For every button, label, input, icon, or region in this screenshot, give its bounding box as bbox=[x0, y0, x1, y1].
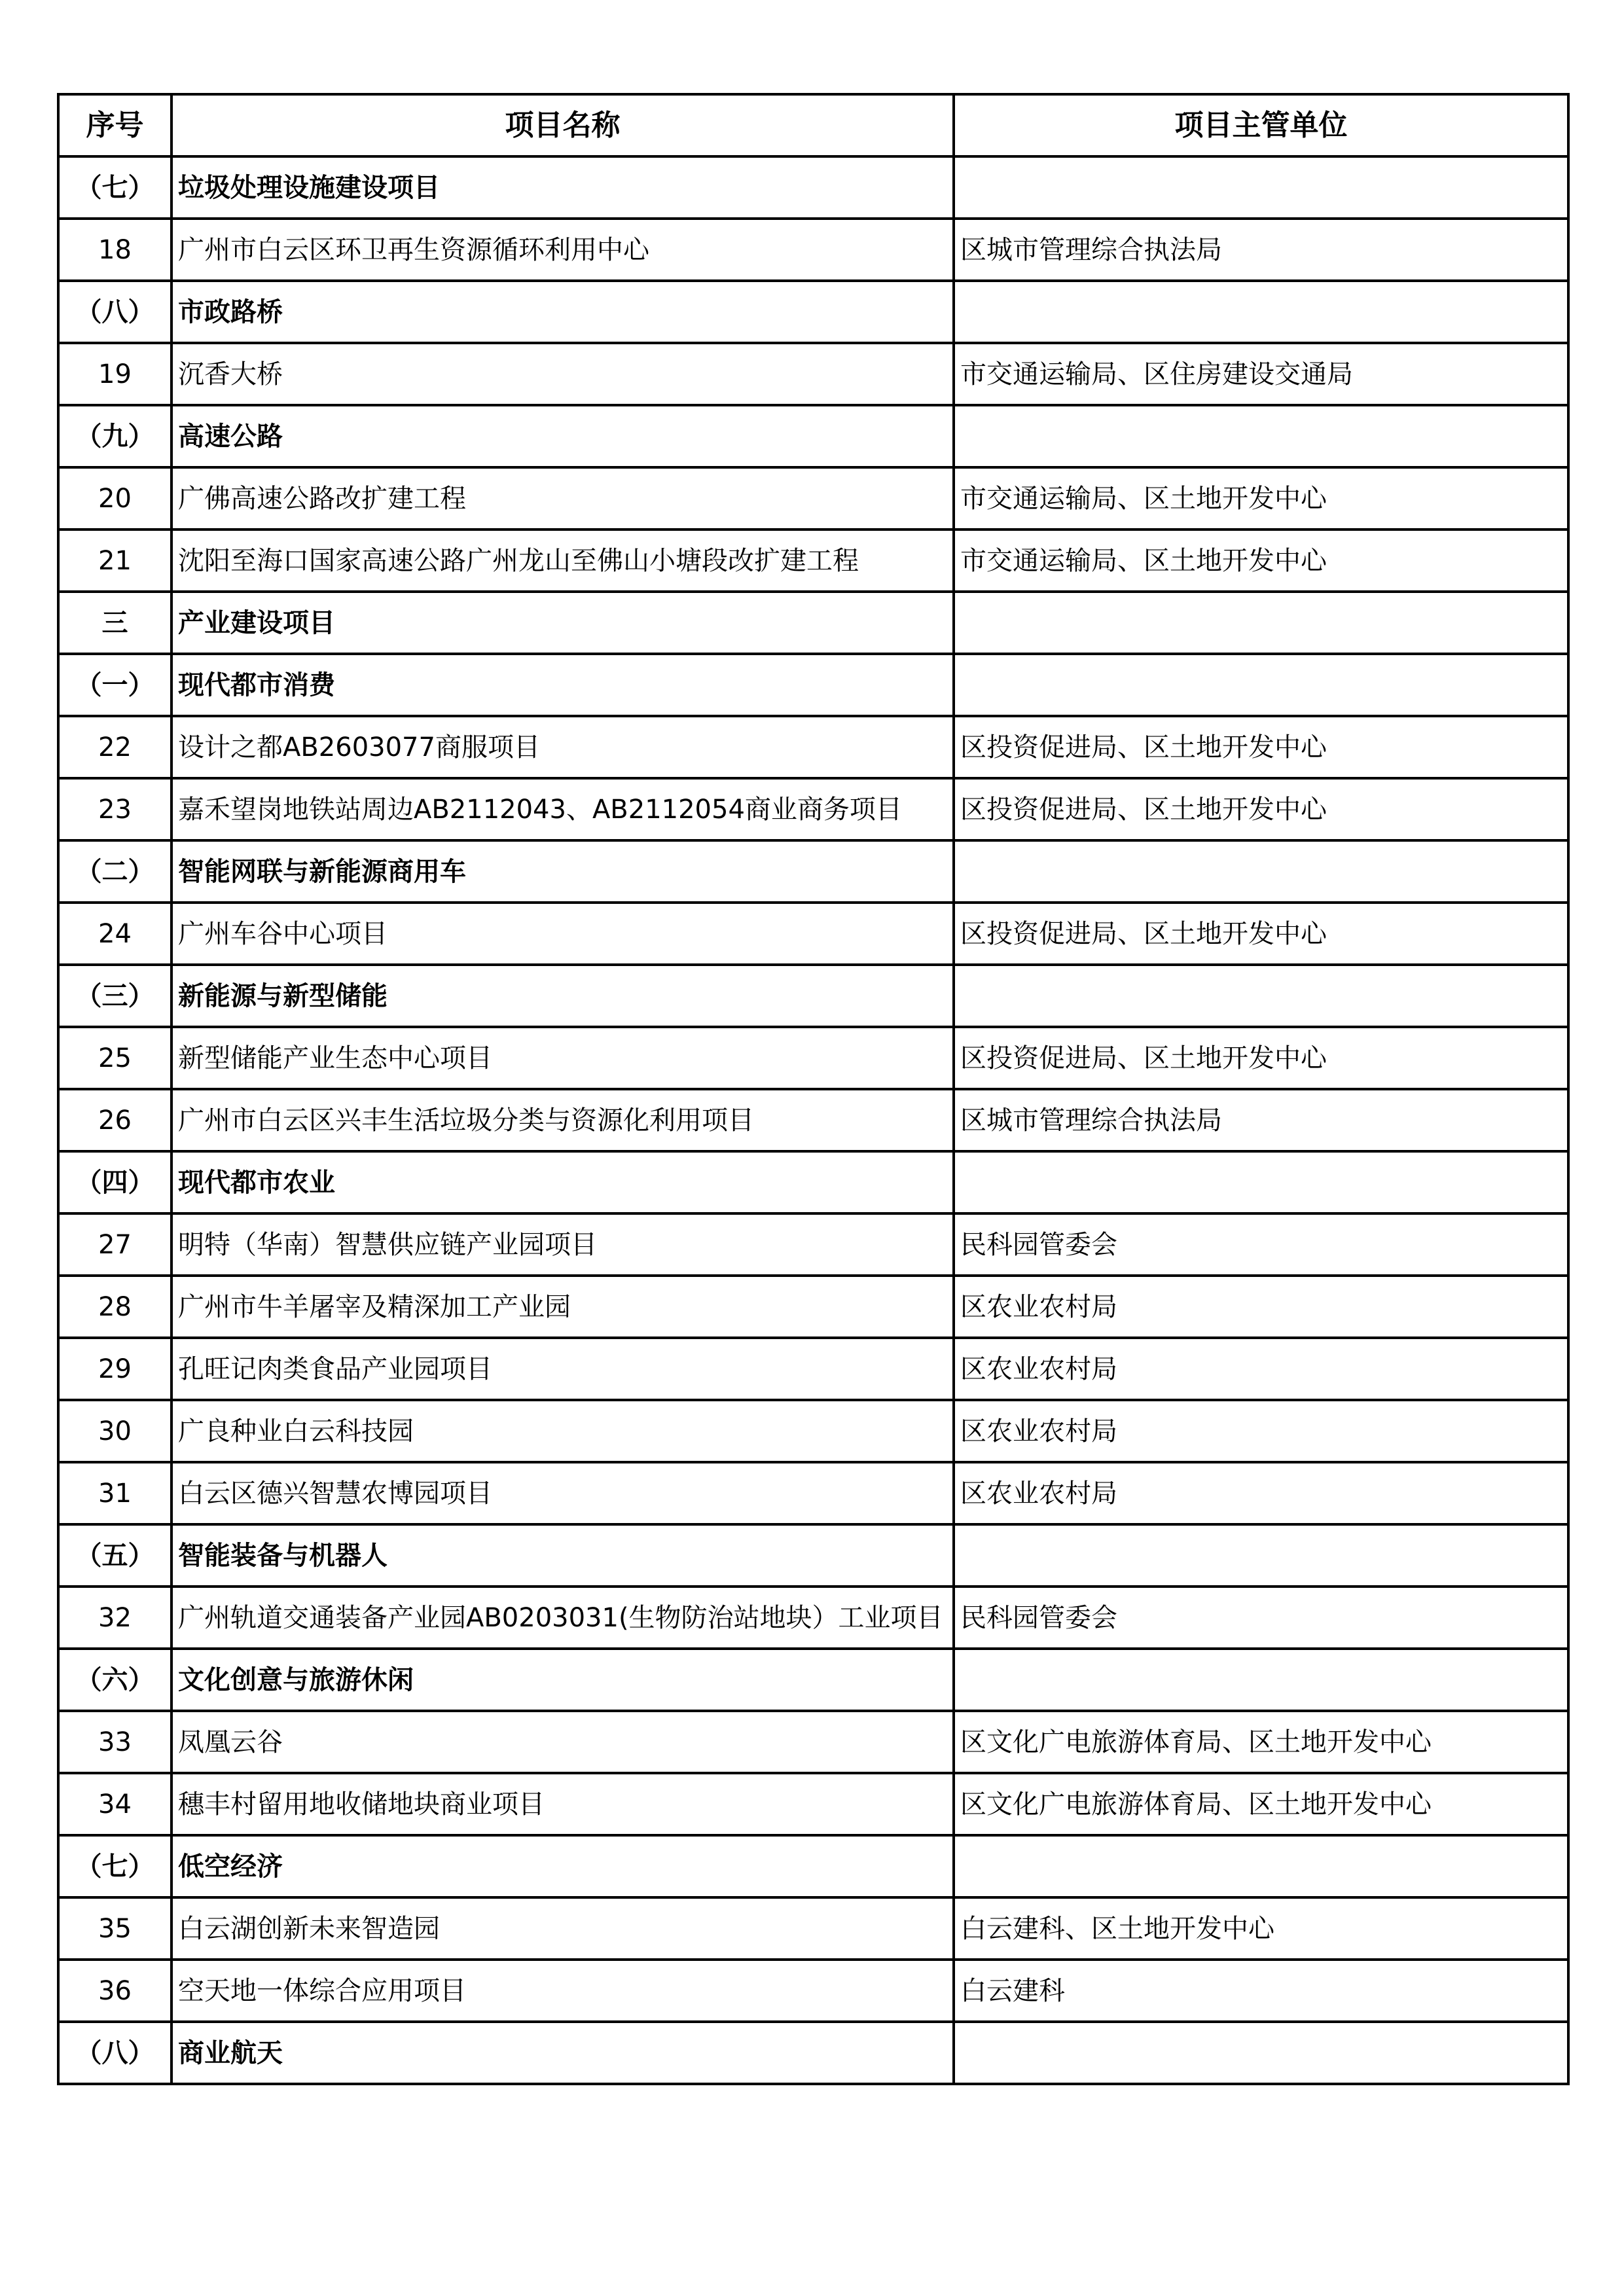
cell-project-name: 产业建设项目 bbox=[171, 592, 954, 654]
cell-seq: 36 bbox=[58, 1960, 171, 2022]
cell-department: 市交通运输局、区住房建设交通局 bbox=[954, 343, 1568, 405]
cell-department bbox=[954, 1524, 1568, 1587]
cell-seq: （九） bbox=[58, 405, 171, 467]
section-row bbox=[58, 281, 1568, 343]
cell-department bbox=[954, 281, 1568, 343]
table-row bbox=[58, 903, 1568, 965]
cell-department bbox=[954, 1835, 1568, 1897]
cell-project-name: 白云区德兴智慧农博园项目 bbox=[171, 1462, 954, 1524]
cell-seq: （二） bbox=[58, 840, 171, 903]
section-row bbox=[58, 2022, 1568, 2084]
cell-project-name: 文化创意与旅游休闲 bbox=[171, 1649, 954, 1711]
cell-project-name: 低空经济 bbox=[171, 1835, 954, 1897]
cell-seq: 18 bbox=[58, 219, 171, 281]
cell-seq: 33 bbox=[58, 1711, 171, 1773]
cell-project-name: 凤凰云谷 bbox=[171, 1711, 954, 1773]
cell-department bbox=[954, 405, 1568, 467]
section-row bbox=[58, 156, 1568, 219]
cell-seq: 22 bbox=[58, 716, 171, 778]
cell-seq: （八） bbox=[58, 281, 171, 343]
cell-seq: 26 bbox=[58, 1089, 171, 1151]
table-row bbox=[58, 467, 1568, 529]
cell-department: 民科园管委会 bbox=[954, 1213, 1568, 1276]
table-row bbox=[58, 1587, 1568, 1649]
cell-department bbox=[954, 156, 1568, 219]
header-dept: 项目主管单位 bbox=[954, 94, 1568, 156]
cell-department bbox=[954, 2022, 1568, 2084]
cell-department bbox=[954, 1649, 1568, 1711]
cell-department: 区农业农村局 bbox=[954, 1276, 1568, 1338]
table-row bbox=[58, 716, 1568, 778]
cell-project-name: 广州市牛羊屠宰及精深加工产业园 bbox=[171, 1276, 954, 1338]
table-row bbox=[58, 1338, 1568, 1400]
cell-project-name: 新能源与新型储能 bbox=[171, 965, 954, 1027]
cell-project-name: 广州市白云区环卫再生资源循环利用中心 bbox=[171, 219, 954, 281]
cell-department: 区文化广电旅游体育局、区土地开发中心 bbox=[954, 1711, 1568, 1773]
header-seq: 序号 bbox=[58, 94, 171, 156]
header-name: 项目名称 bbox=[171, 94, 954, 156]
table-row bbox=[58, 1462, 1568, 1524]
section-row bbox=[58, 965, 1568, 1027]
cell-project-name: 白云湖创新未来智造园 bbox=[171, 1897, 954, 1960]
cell-department: 区城市管理综合执法局 bbox=[954, 219, 1568, 281]
section-row bbox=[58, 405, 1568, 467]
cell-department bbox=[954, 1151, 1568, 1213]
table-header-row bbox=[58, 94, 1568, 156]
section-row bbox=[58, 1524, 1568, 1587]
cell-project-name: 广佛高速公路改扩建工程 bbox=[171, 467, 954, 529]
cell-project-name: 商业航天 bbox=[171, 2022, 954, 2084]
table-row bbox=[58, 1897, 1568, 1960]
cell-department: 区农业农村局 bbox=[954, 1400, 1568, 1462]
cell-seq: 20 bbox=[58, 467, 171, 529]
cell-seq: 34 bbox=[58, 1773, 171, 1835]
cell-seq: （四） bbox=[58, 1151, 171, 1213]
cell-department bbox=[954, 965, 1568, 1027]
cell-seq: （七） bbox=[58, 156, 171, 219]
cell-department bbox=[954, 654, 1568, 716]
cell-project-name: 空天地一体综合应用项目 bbox=[171, 1960, 954, 2022]
cell-department bbox=[954, 840, 1568, 903]
cell-seq: （五） bbox=[58, 1524, 171, 1587]
cell-project-name: 沉香大桥 bbox=[171, 343, 954, 405]
table-row bbox=[58, 529, 1568, 592]
cell-department: 区投资促进局、区土地开发中心 bbox=[954, 1027, 1568, 1089]
cell-project-name: 广州市白云区兴丰生活垃圾分类与资源化利用项目 bbox=[171, 1089, 954, 1151]
cell-department: 区投资促进局、区土地开发中心 bbox=[954, 903, 1568, 965]
cell-department: 民科园管委会 bbox=[954, 1587, 1568, 1649]
cell-seq: 35 bbox=[58, 1897, 171, 1960]
cell-seq: （八） bbox=[58, 2022, 171, 2084]
project-table-page bbox=[57, 93, 1567, 2085]
table-row bbox=[58, 343, 1568, 405]
cell-department: 白云建科、区土地开发中心 bbox=[954, 1897, 1568, 1960]
cell-project-name: 广州车谷中心项目 bbox=[171, 903, 954, 965]
cell-seq: 28 bbox=[58, 1276, 171, 1338]
cell-department: 区城市管理综合执法局 bbox=[954, 1089, 1568, 1151]
cell-seq: （六） bbox=[58, 1649, 171, 1711]
cell-department: 区文化广电旅游体育局、区土地开发中心 bbox=[954, 1773, 1568, 1835]
cell-department: 区农业农村局 bbox=[954, 1462, 1568, 1524]
cell-project-name: 广良种业白云科技园 bbox=[171, 1400, 954, 1462]
cell-project-name: 沈阳至海口国家高速公路广州龙山至佛山小塘段改扩建工程 bbox=[171, 529, 954, 592]
cell-project-name: 智能网联与新能源商用车 bbox=[171, 840, 954, 903]
cell-project-name: 设计之都AB2603077商服项目 bbox=[171, 716, 954, 778]
cell-seq: 24 bbox=[58, 903, 171, 965]
cell-seq: （一） bbox=[58, 654, 171, 716]
cell-seq: 21 bbox=[58, 529, 171, 592]
section-row bbox=[58, 592, 1568, 654]
cell-project-name: 明特（华南）智慧供应链产业园项目 bbox=[171, 1213, 954, 1276]
cell-department: 区投资促进局、区土地开发中心 bbox=[954, 778, 1568, 840]
section-row bbox=[58, 1649, 1568, 1711]
cell-seq: （三） bbox=[58, 965, 171, 1027]
table-row bbox=[58, 778, 1568, 840]
cell-project-name: 新型储能产业生态中心项目 bbox=[171, 1027, 954, 1089]
cell-project-name: 广州轨道交通装备产业园AB0203031(生物防治站地块）工业项目 bbox=[171, 1587, 954, 1649]
table-body bbox=[58, 156, 1568, 2084]
section-row bbox=[58, 1835, 1568, 1897]
cell-department: 市交通运输局、区土地开发中心 bbox=[954, 529, 1568, 592]
cell-project-name: 嘉禾望岗地铁站周边AB2112043、AB2112054商业商务项目 bbox=[171, 778, 954, 840]
cell-project-name: 现代都市农业 bbox=[171, 1151, 954, 1213]
table-row bbox=[58, 1400, 1568, 1462]
cell-seq: 23 bbox=[58, 778, 171, 840]
cell-seq: 31 bbox=[58, 1462, 171, 1524]
table-row bbox=[58, 1213, 1568, 1276]
cell-seq: 25 bbox=[58, 1027, 171, 1089]
cell-seq: 三 bbox=[58, 592, 171, 654]
section-row bbox=[58, 840, 1568, 903]
table-row bbox=[58, 1711, 1568, 1773]
section-row bbox=[58, 654, 1568, 716]
cell-department: 区投资促进局、区土地开发中心 bbox=[954, 716, 1568, 778]
cell-seq: （七） bbox=[58, 1835, 171, 1897]
cell-department: 白云建科 bbox=[954, 1960, 1568, 2022]
cell-seq: 29 bbox=[58, 1338, 171, 1400]
table-row bbox=[58, 219, 1568, 281]
cell-project-name: 现代都市消费 bbox=[171, 654, 954, 716]
cell-department: 区农业农村局 bbox=[954, 1338, 1568, 1400]
cell-seq: 32 bbox=[58, 1587, 171, 1649]
cell-project-name: 智能装备与机器人 bbox=[171, 1524, 954, 1587]
cell-seq: 19 bbox=[58, 343, 171, 405]
cell-project-name: 孔旺记肉类食品产业园项目 bbox=[171, 1338, 954, 1400]
table-row bbox=[58, 1089, 1568, 1151]
cell-project-name: 市政路桥 bbox=[171, 281, 954, 343]
cell-seq: 30 bbox=[58, 1400, 171, 1462]
cell-project-name: 垃圾处理设施建设项目 bbox=[171, 156, 954, 219]
table-row bbox=[58, 1276, 1568, 1338]
cell-seq: 27 bbox=[58, 1213, 171, 1276]
section-row bbox=[58, 1151, 1568, 1213]
cell-project-name: 高速公路 bbox=[171, 405, 954, 467]
cell-project-name: 穗丰村留用地收储地块商业项目 bbox=[171, 1773, 954, 1835]
table-row bbox=[58, 1027, 1568, 1089]
cell-department bbox=[954, 592, 1568, 654]
table-row bbox=[58, 1773, 1568, 1835]
project-table bbox=[57, 93, 1570, 2085]
cell-department: 市交通运输局、区土地开发中心 bbox=[954, 467, 1568, 529]
table-row bbox=[58, 1960, 1568, 2022]
